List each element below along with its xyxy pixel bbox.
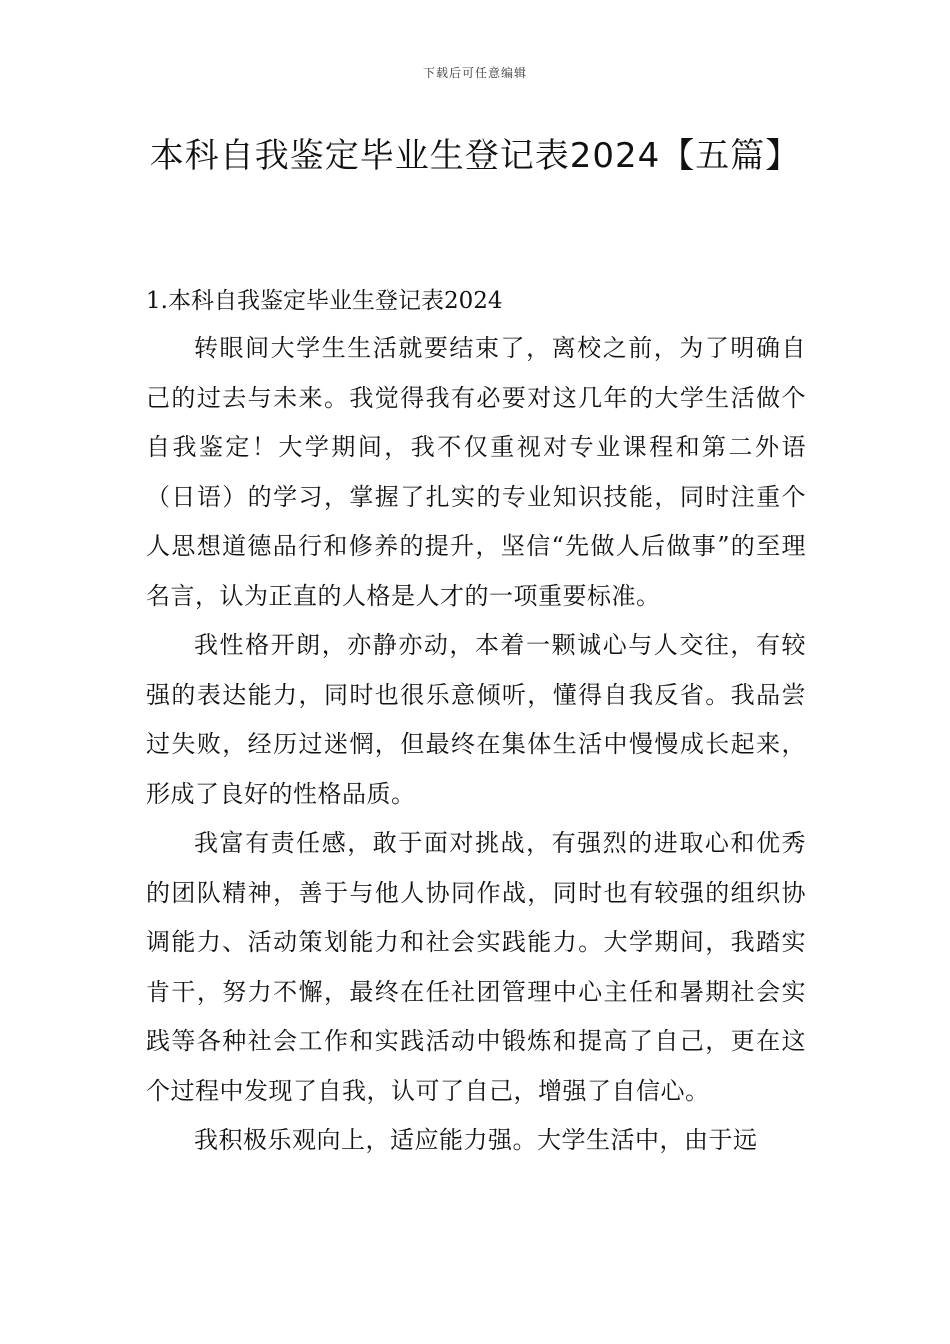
document-title: 本科自我鉴定毕业生登记表2024【五篇】	[149, 136, 801, 176]
paragraph-4: 我积极乐观向上，适应能力强。大学生活中，由于远	[194, 1126, 758, 1154]
header-note: 下载后可任意编辑	[422, 66, 527, 80]
document-body	[146, 278, 806, 1166]
paragraph-3: 我富有责任感，敢于面对挑战，有强烈的进取心和优秀的团队精神，善于与他人协同作战，同时也有较强的组织协调能力、活动策划能力和社会实践能力。大学期间，我踏实肯干，努力不懈，最终在任社团管理中心主任和暑期社会实践等各种社会工作和实践活动中锻炼和提高了自己，更在这个过程中发现了自我，认可了自己，增强了自信心。	[146, 829, 806, 1105]
section-heading: 1.本科自我鉴定毕业生登记表2024	[146, 288, 503, 314]
paragraph-2: 我性格开朗，亦静亦动，本着一颗诚心与人交往，有较强的表达能力，同时也很乐意倾听，懂得自我反省。我品尝过失败，经历过迷惘，但最终在集体生活中慢慢成长起来，形成了良好的性格品质。	[146, 631, 806, 808]
paragraph-1: 转眼间大学生生活就要结束了，离校之前，为了明确自己的过去与未来。我觉得我有必要对这几年的大学生活做个自我鉴定！大学期间，我不仅重视对专业课程和第二外语（日语）的学习，掌握了扎实的专业知识技能，同时注重个人思想道德品行和修养的提升，坚信“先做人后做事”的至理名言，认为正直的人格是人才的一项重要标准。	[146, 334, 806, 610]
